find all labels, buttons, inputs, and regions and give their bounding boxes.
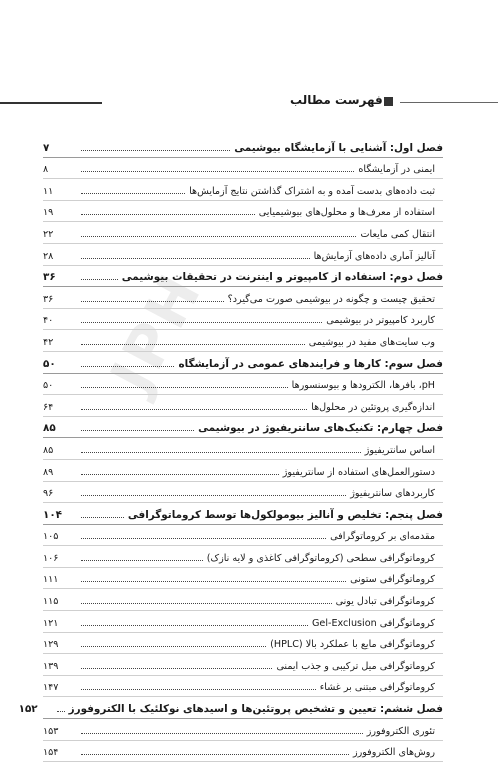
- dot-leader: [81, 193, 185, 194]
- table-of-contents: [18, 136, 443, 762]
- toc-section-row: [43, 287, 443, 309]
- toc-page-number: ۴۲: [43, 336, 54, 348]
- toc-page-number: ۱۳۹: [43, 660, 59, 672]
- dot-leader: [57, 711, 65, 712]
- toc-chapter-row: [43, 136, 443, 158]
- toc-section-row: [43, 438, 443, 460]
- toc-page-number: ۱۱۱: [43, 574, 59, 586]
- toc-page-number: ۱۲۹: [43, 639, 59, 651]
- dot-leader: [81, 258, 310, 259]
- toc-chapter-row: [43, 266, 443, 288]
- toc-section-row: [43, 374, 443, 396]
- toc-section-row: [43, 654, 443, 676]
- toc-page-number: ۱۱۵: [43, 596, 59, 608]
- toc-section-row: [43, 395, 443, 417]
- toc-entry-title: pH، بافرها، الکترودها و بیوسنسورها: [291, 380, 435, 392]
- toc-section-row: [43, 719, 443, 741]
- toc-entry-title: کروماتوگرافی ستونی: [350, 574, 435, 586]
- toc-page-number: ۸۵: [43, 444, 54, 456]
- dot-leader: [81, 603, 332, 604]
- toc-entry-title: کاربردهای سانتریفیوژ: [350, 488, 435, 500]
- toc-page-number: ۸۵: [43, 422, 56, 435]
- header-rule-right: [400, 102, 498, 103]
- dot-leader: [81, 344, 305, 345]
- toc-page-number: ۱۰۵: [43, 531, 59, 543]
- toc-section-row: [43, 525, 443, 547]
- toc-section-row: [43, 633, 443, 655]
- dot-leader: [81, 517, 124, 518]
- toc-entry-title: کروماتوگرافی Gel-Exclusion: [311, 617, 435, 629]
- toc-page-number: ۴۰: [43, 315, 54, 327]
- toc-section-row: [43, 179, 443, 201]
- toc-section-row: [43, 244, 443, 266]
- toc-entry-title: ثبت داده‌های بدست آمده و به اشتراک گذاشتن نتایج آزمایش‌ها: [189, 185, 435, 197]
- toc-chapter-row: [43, 503, 443, 525]
- toc-section-row: [43, 201, 443, 223]
- toc-entry-title: تئوری الکتروفورز: [366, 725, 435, 737]
- dot-leader: [81, 646, 266, 647]
- toc-entry-title: فصل دوم: استفاده از کامپیوتر و اینترنت در تحقیقات بیوشیمی: [121, 271, 443, 284]
- dot-leader: [81, 560, 203, 561]
- header-square-icon: [384, 97, 393, 106]
- toc-page-number: ۱۹: [43, 207, 54, 219]
- toc-entry-title: مقدمه‌ای بر کروماتوگرافی: [330, 531, 435, 543]
- toc-section-row: [43, 676, 443, 698]
- page-title: فهرست مطالب: [290, 93, 383, 107]
- toc-entry-title: اساس سانتریفیوژ: [364, 444, 435, 456]
- toc-entry-title: کاربرد کامپیوتر در بیوشیمی: [326, 315, 435, 327]
- toc-entry-title: فصل پنجم: تخلیص و آنالیز بیومولکول‌ها توسط کروماتوگرافی: [127, 508, 443, 521]
- dot-leader: [81, 668, 272, 669]
- dot-leader: [81, 301, 224, 302]
- dot-leader: [81, 452, 361, 453]
- toc-entry-title: آنالیز آماری داده‌های آزمایش‌ها: [313, 250, 435, 262]
- toc-page-number: ۱۰۴: [43, 508, 63, 521]
- dot-leader: [81, 538, 326, 539]
- dot-leader: [81, 625, 308, 626]
- dot-leader: [81, 214, 255, 215]
- toc-page-number: ۱۵۳: [43, 725, 59, 737]
- toc-chapter-row: [18, 697, 443, 719]
- toc-entry-title: کروماتوگرافی سطحی (کروماتوگرافی کاغذی و لایه نازک): [206, 552, 435, 564]
- dot-leader: [81, 366, 174, 367]
- toc-page-number: ۹۶: [43, 488, 54, 500]
- toc-entry-title: اندازه‌گیری پروتئین در محلول‌ها: [311, 401, 435, 413]
- toc-section-row: [43, 330, 443, 352]
- toc-page-number: ۲۲: [43, 228, 54, 240]
- toc-page-number: ۱۲۱: [43, 617, 59, 629]
- toc-page-number: ۵۰: [43, 357, 56, 370]
- dot-leader: [81, 279, 118, 280]
- toc-page-number: ۱۴۷: [43, 682, 59, 694]
- toc-section-row: [43, 546, 443, 568]
- toc-chapter-row: [43, 417, 443, 439]
- dot-leader: [81, 150, 230, 151]
- toc-entry-title: فصل سوم: کارها و فرایندهای عمومی در آزمایشگاه: [178, 357, 443, 370]
- dot-leader: [81, 689, 316, 690]
- toc-entry-title: کروماتوگرافی مبتنی بر غشاء: [319, 682, 435, 694]
- watermark: JPH: [97, 261, 216, 403]
- toc-entry-title: کروماتوگرافی میل ترکیبی و جذب ایمنی: [276, 660, 435, 672]
- toc-page-number: ۱۵۴: [43, 747, 59, 759]
- toc-page-number: ۶۴: [43, 401, 54, 413]
- toc-section-row: [43, 611, 443, 633]
- toc-entry-title: وب سایت‌های مفید در بیوشیمی: [308, 336, 435, 348]
- toc-page-number: ۱۰۶: [43, 552, 59, 564]
- toc-page-number: ۱۱: [43, 185, 54, 197]
- dot-leader: [81, 236, 356, 237]
- toc-entry-title: کروماتوگرافی مایع با عملکرد بالا (HPLC): [270, 639, 435, 651]
- toc-section-row: [43, 568, 443, 590]
- toc-chapter-row: [43, 352, 443, 374]
- toc-page-number: ۳۶: [43, 271, 56, 284]
- toc-page-number: ۷: [43, 141, 50, 154]
- toc-entry-title: ایمنی در آزمایشگاه: [358, 164, 435, 176]
- toc-section-row: [43, 158, 443, 180]
- dot-leader: [81, 581, 346, 582]
- toc-page-number: ۵۰: [43, 380, 54, 392]
- dot-leader: [81, 733, 363, 734]
- toc-entry-title: تحقیق چیست و چگونه در بیوشیمی صورت می‌گیرد؟: [227, 293, 435, 305]
- toc-page-number: ۳۶: [43, 293, 54, 305]
- dot-leader: [81, 754, 349, 755]
- page-header: [0, 93, 498, 113]
- dot-leader: [81, 409, 307, 410]
- toc-section-row: [43, 589, 443, 611]
- toc-page-number: ۸: [43, 164, 49, 176]
- toc-page-number: ۲۸: [43, 250, 54, 262]
- toc-section-row: [43, 460, 443, 482]
- toc-page-number: ۱۵۲: [18, 703, 38, 716]
- dot-leader: [81, 322, 322, 323]
- toc-entry-title: فصل ششم: تعیین و تشخیص پروتئین‌ها و اسیدهای نوکلئیک با الکتروفورز: [68, 703, 443, 716]
- dot-leader: [81, 430, 194, 431]
- toc-entry-title: کروماتوگرافی تبادل یونی: [335, 596, 435, 608]
- toc-section-row: [43, 309, 443, 331]
- toc-entry-title: انتقال کمی مایعات: [360, 228, 435, 240]
- toc-entry-title: روش‌های الکتروفورز: [352, 747, 435, 759]
- header-rule-left: [0, 102, 102, 104]
- toc-entry-title: استفاده از معرف‌ها و محلول‌های بیوشیمیایی: [258, 207, 435, 219]
- toc-section-row: [43, 482, 443, 504]
- dot-leader: [81, 495, 346, 496]
- dot-leader: [81, 474, 279, 475]
- toc-page-number: ۸۹: [43, 466, 54, 478]
- toc-entry-title: فصل چهارم: تکنیک‌های سانتریفیوژ در بیوشیمی: [198, 422, 443, 435]
- dot-leader: [81, 387, 288, 388]
- toc-section-row: [43, 741, 443, 763]
- toc-section-row: [43, 222, 443, 244]
- dot-leader: [81, 171, 354, 172]
- toc-entry-title: فصل اول: آشنایی با آزمایشگاه بیوشیمی: [234, 141, 443, 154]
- toc-entry-title: دستورالعمل‌های استفاده از سانتریفیوژ: [282, 466, 435, 478]
